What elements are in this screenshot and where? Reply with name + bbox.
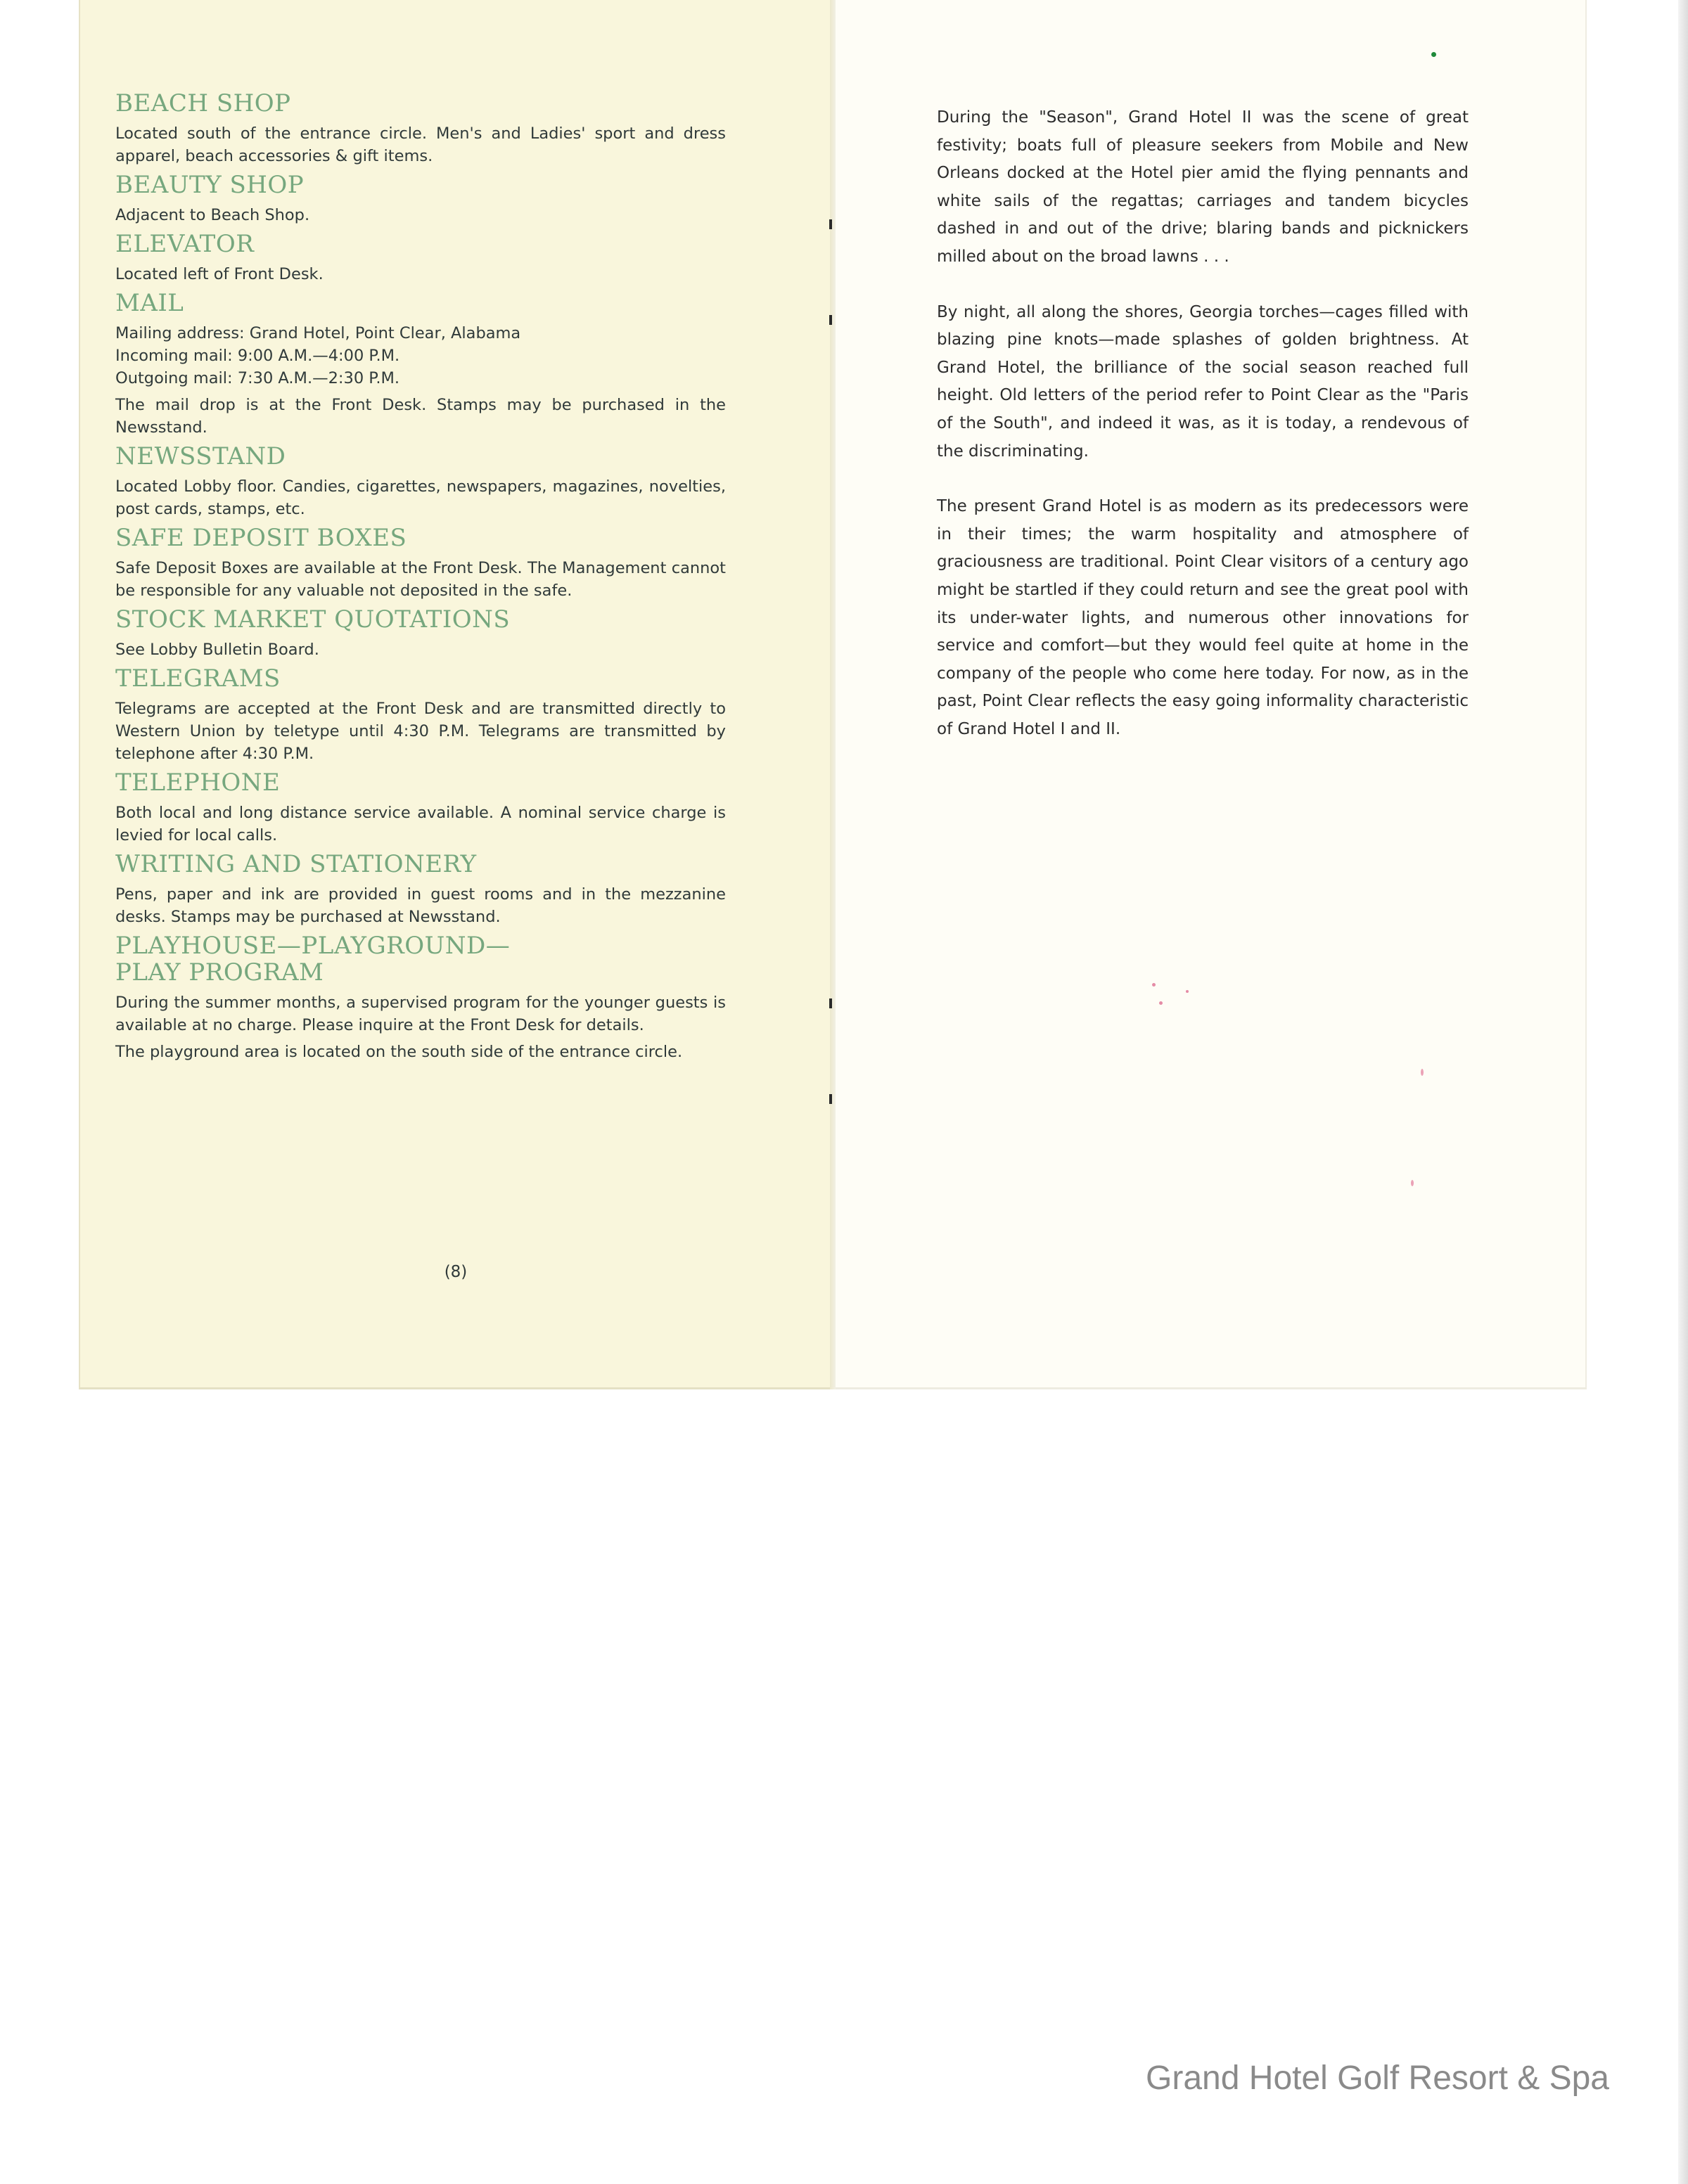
history-paragraph: The present Grand Hotel is as modern as its predecessors were in their times; the warm hospitality and atmosphere of graciousness are traditional. Point Clear visitors of a century ago might be startled if they could return and see the great pool with its under-water lights, and numerous other innovations for service and comfort—but they would feel quite at home in the company of the people who come here today. For now, as in the past, Point Clear reflects the easy going informality characteristic of Grand Hotel I and II. — [937, 497, 1469, 738]
entry-text: Telegrams are accepted at the Front Desk and are transmitted directly to Western Union by teletype until 4:30 P.M. Telegrams are transmitted by telephone after 4:30 P.M. — [115, 700, 726, 763]
entry-heading: NEWSSTAND — [115, 442, 286, 470]
page-number: (8) — [444, 1263, 468, 1281]
entry-text: Both local and long distance service available. A nominal service charge is levied for local calls. — [115, 804, 726, 844]
entry-heading: SAFE DEPOSIT BOXES — [115, 524, 407, 552]
entry-heading: WRITING AND STATIONERY — [115, 850, 477, 878]
ink-speck — [1186, 990, 1189, 993]
entry-beach-shop — [115, 90, 726, 167]
entry-beauty-shop — [115, 172, 726, 226]
entry-heading: BEAUTY SHOP — [115, 171, 305, 199]
entry-heading: STOCK MARKET QUOTATIONS — [115, 605, 511, 634]
ink-speck — [1421, 1069, 1424, 1076]
entry-text: During the summer months, a supervised program for the younger guests is available at no charge. Please inquire at the Front Desk for details. — [115, 994, 726, 1034]
entry-playhouse-playground — [115, 932, 726, 1063]
entry-text: See Lobby Bulletin Board. — [115, 641, 319, 659]
entry-text: Safe Deposit Boxes are available at the Front Desk. The Management cannot be responsible for any valuable not deposited in the safe. — [115, 559, 726, 600]
binding-staple-mark — [829, 219, 832, 229]
entry-elevator — [115, 231, 726, 285]
entry-writing-and-stationery — [115, 851, 726, 928]
entry-text: Adjacent to Beach Shop. — [115, 206, 310, 224]
entry-stock-market-quotations — [115, 606, 726, 661]
entry-text: The mail drop is at the Front Desk. Stamps may be purchased in the Newsstand. — [115, 396, 726, 437]
history-paragraph: By night, all along the shores, Georgia torches—cages filled with blazing pine knots—made splashes of golden brightness. At Grand Hotel, the brilliance of the social season reached full height. Old letters of the period refer to Point Clear as the "Paris of the South", and indeed it was, as it is today, a rendevous of the discriminating. — [937, 302, 1469, 461]
entry-telephone — [115, 769, 726, 847]
ink-speck — [1411, 1180, 1414, 1186]
left-page-content — [115, 90, 726, 1067]
history-paragraph: During the "Season", Grand Hotel II was the scene of great festivity; boats full of pleasure seekers from Mobile and New Orleans docked at the Hotel pier amid the flying pennants and white sails of the regattas; carriages and tandem bicycles dashed in and out of the drive; blaring bands and picknickers milled about on the broad lawns . . . — [937, 108, 1469, 266]
binding-staple-mark — [829, 315, 832, 325]
ink-speck — [1431, 52, 1436, 57]
entry-heading: PLAYHOUSE—PLAYGROUND— PLAY PROGRAM — [115, 932, 511, 987]
entry-heading: TELEPHONE — [115, 769, 281, 797]
entry-text: Located Lobby floor. Candies, cigarettes, newspapers, magazines, novelties, post cards, stamps, etc. — [115, 477, 726, 518]
entry-heading: TELEGRAMS — [115, 664, 281, 693]
scan-edge — [1678, 0, 1688, 2184]
watermark: Grand Hotel Golf Resort & Spa — [1146, 2060, 1609, 2097]
entry-text: Located left of Front Desk. — [115, 265, 324, 283]
entry-text: Pens, paper and ink are provided in guest rooms and in the mezzanine desks. Stamps may be purchased at Newsstand. — [115, 885, 726, 926]
entry-text: The playground area is located on the south side of the entrance circle. — [115, 1043, 683, 1061]
ink-speck — [1152, 983, 1156, 987]
entry-heading: ELEVATOR — [115, 230, 255, 258]
binding-staple-mark — [829, 1094, 832, 1104]
entry-telegrams — [115, 665, 726, 765]
entry-safe-deposit-boxes — [115, 525, 726, 602]
entry-mail — [115, 290, 726, 439]
binding-staple-mark — [829, 998, 832, 1008]
entry-text: Located south of the entrance circle. Men's and Ladies' sport and dress apparel, beach accessories & gift items. — [115, 124, 726, 165]
entry-newsstand — [115, 443, 726, 520]
book-gutter — [830, 0, 836, 1389]
entry-heading: BEACH SHOP — [115, 89, 291, 117]
entry-text: Mailing address: Grand Hotel, Point Clear, Alabama Incoming mail: 9:00 A.M.—4:00 P.M. Outgoing mail: 7:30 A.M.—2:30 P.M. — [115, 324, 521, 387]
right-page-content — [937, 104, 1469, 771]
entry-heading: MAIL — [115, 289, 184, 317]
ink-speck — [1159, 1001, 1163, 1005]
